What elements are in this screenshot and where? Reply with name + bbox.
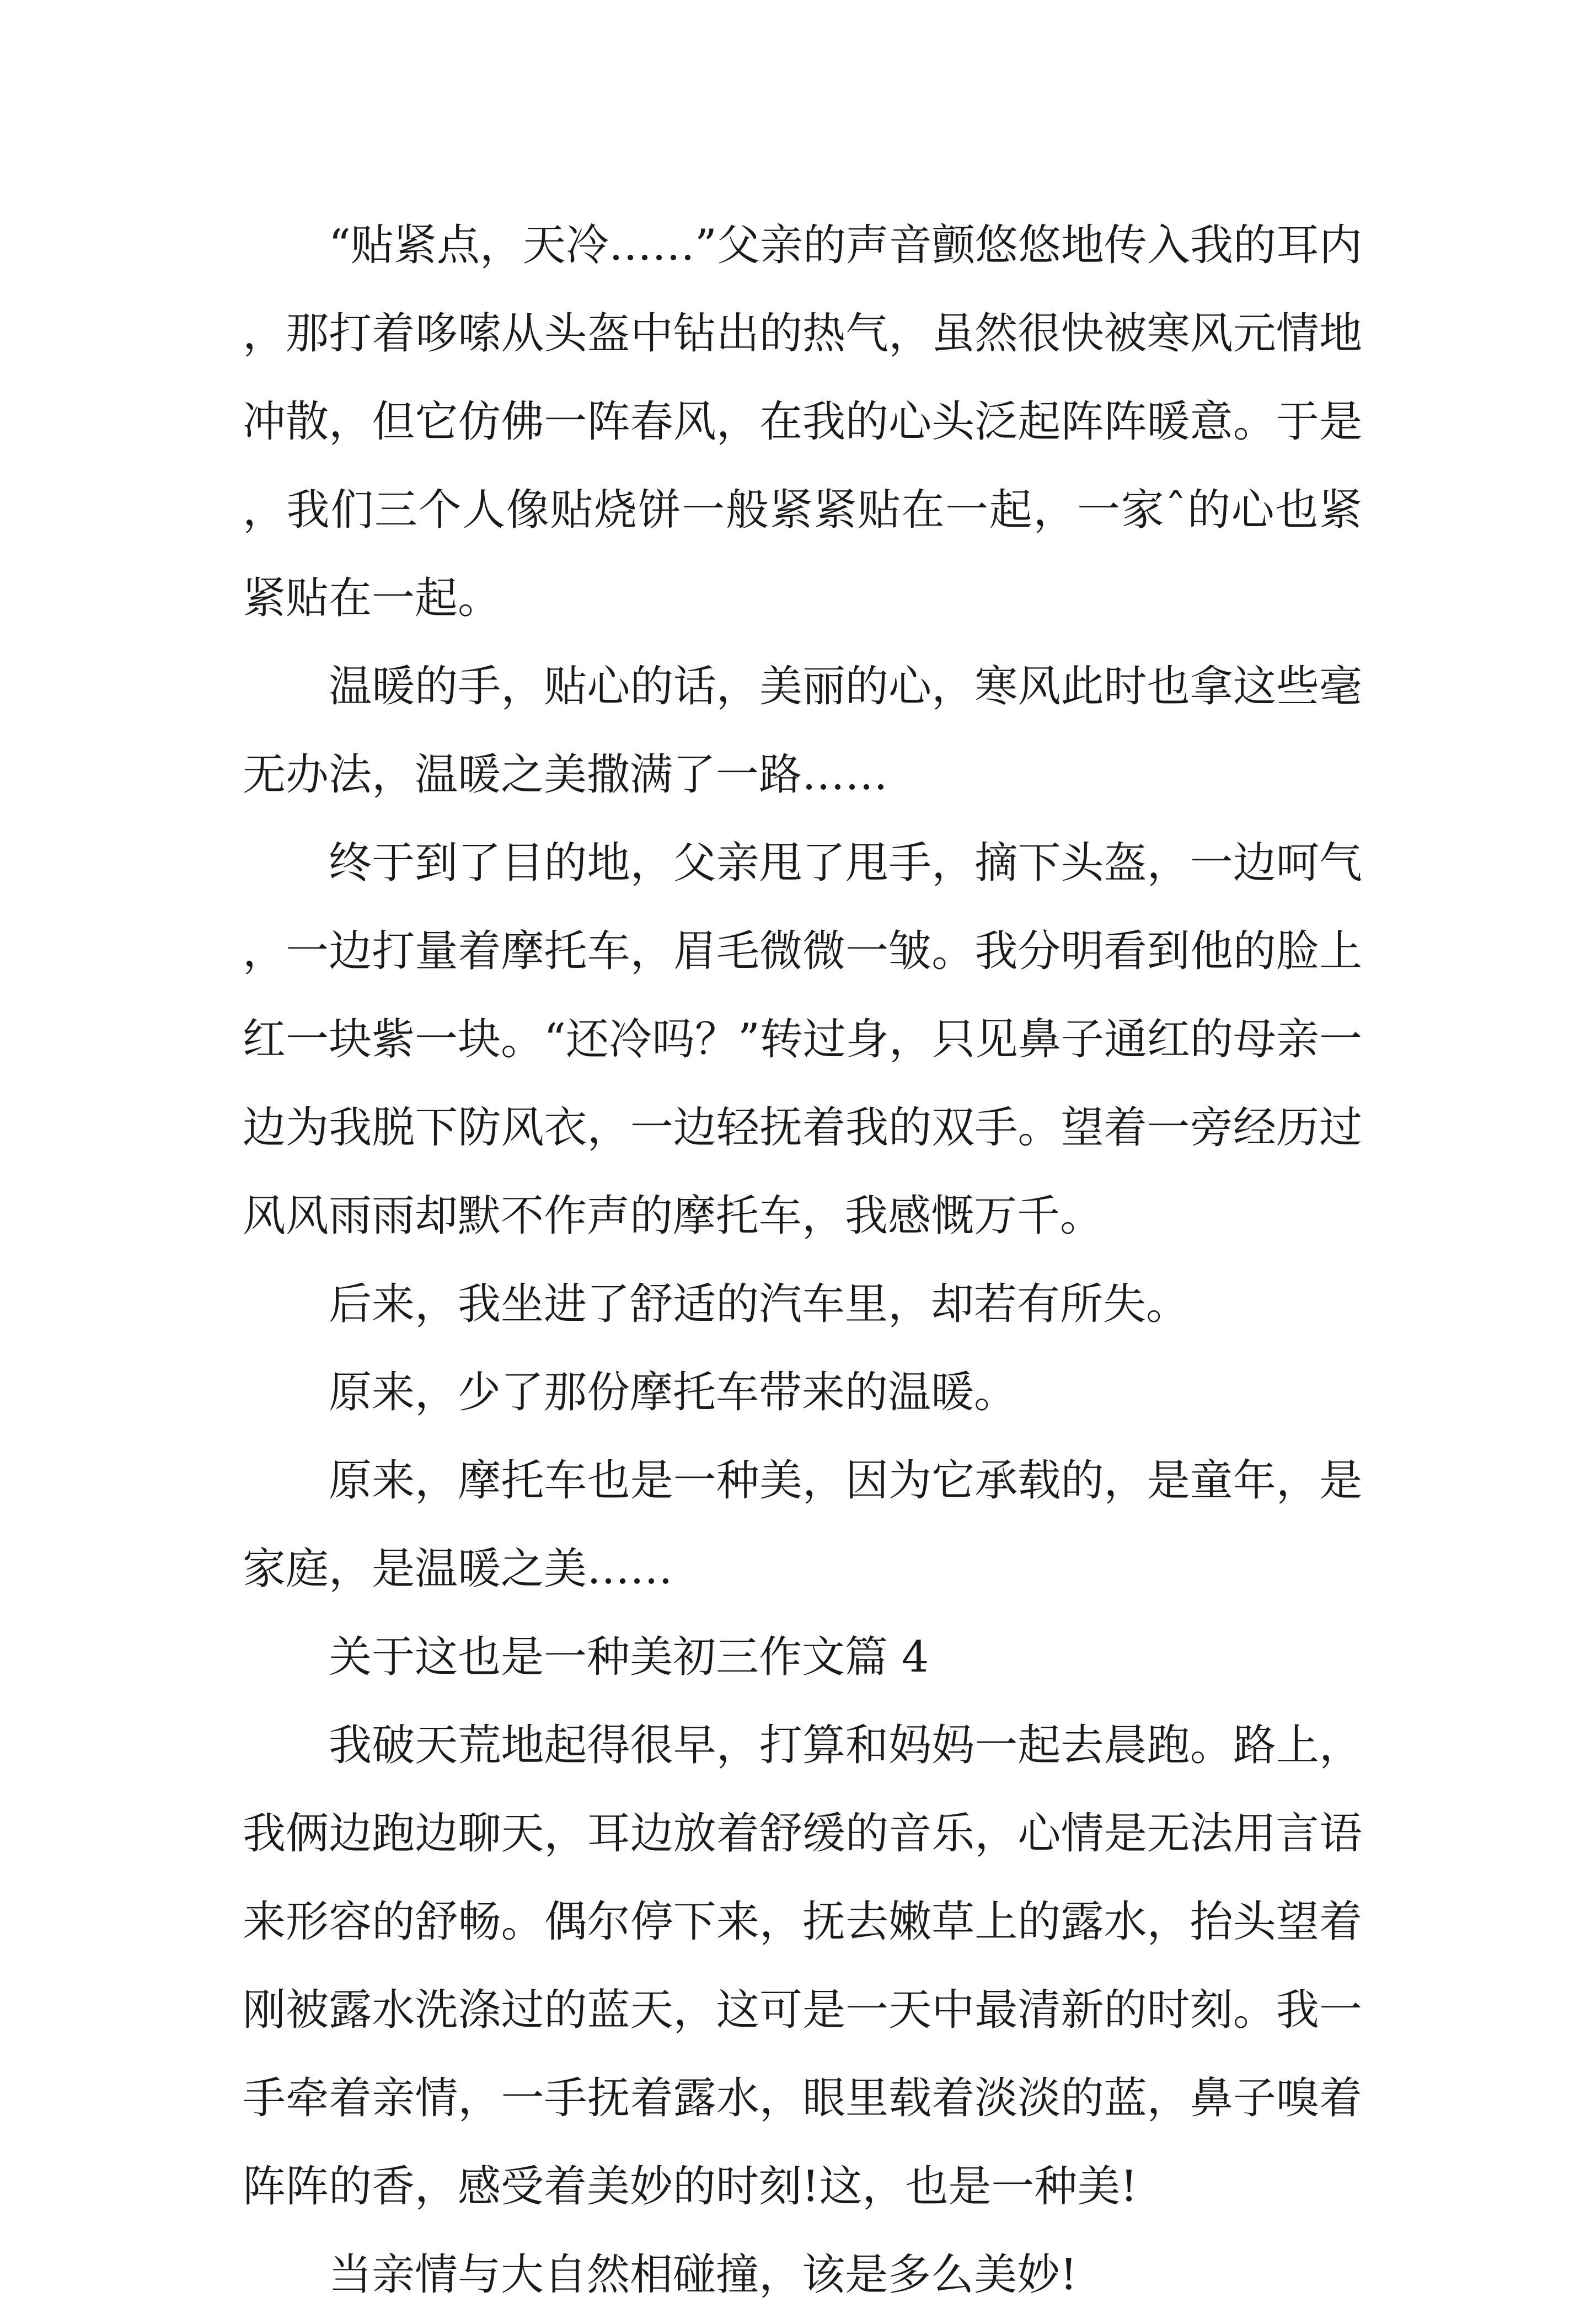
paragraph: 后来，我坐进了舒适的汽车里，却若有所失。 [329, 1279, 1190, 1329]
paragraph: 当亲情与大自然相碰撞，该是多么美妙! [329, 2250, 1078, 2300]
paragraph: 原来，摩托车也是一种美，因为它承载的，是童年，是家庭，是温暖之美…… [243, 1456, 1362, 1594]
section-heading: 关于这也是一种美初三作文篇 4 [329, 1632, 929, 1682]
paragraph: 我破天荒地起得很早，打算和妈妈一起去晨跑。路上，我俩边跑边聊天，耳边放着舒缓的音乐，心情是无法用言语来形容的舒畅。偶尔停下来，抚去嫩草上的露水，抬头望着刚被露水洗涤过的蓝天，这可是一天中最清新的时刻。我一手牵着亲情，一手抚着露水，眼里载着淡淡的蓝，鼻子嗅着阵阵的香，感受着美妙的时刻!这，也是一种美! [243, 1721, 1362, 2211]
document-body [243, 201, 1362, 2319]
paragraph: 温暖的手，贴心的话，美丽的心，寒风此时也拿这些毫无办法，温暖之美撒满了一路…… [243, 662, 1362, 800]
paragraph: 原来，少了那份摩托车带来的温暖。 [329, 1368, 1017, 1417]
paragraph: “贴紧点，天冷……”父亲的声音颤悠悠地传入我的耳内，那打着哆嗦从头盔中钻出的热气，虽然很快被寒风元情地冲散，但它仿佛一阵春风，在我的心头泛起阵阵暖意。于是，我们三个人像贴烧饼一般紧紧贴在一起，一家ˆ的心也紧紧贴在一起。 [243, 221, 1362, 623]
paragraph: 终于到了目的地，父亲甩了甩手，摘下头盔，一边呵气，一边打量着摩托车，眉毛微微一皱。我分明看到他的脸上红一块紫一块。“还冷吗？”转过身，只见鼻子通红的母亲一边为我脱下防风衣，一边轻抚着我的双手。望着一旁经历过风风雨雨却默不作声的摩托车，我感慨万千。 [243, 838, 1362, 1241]
